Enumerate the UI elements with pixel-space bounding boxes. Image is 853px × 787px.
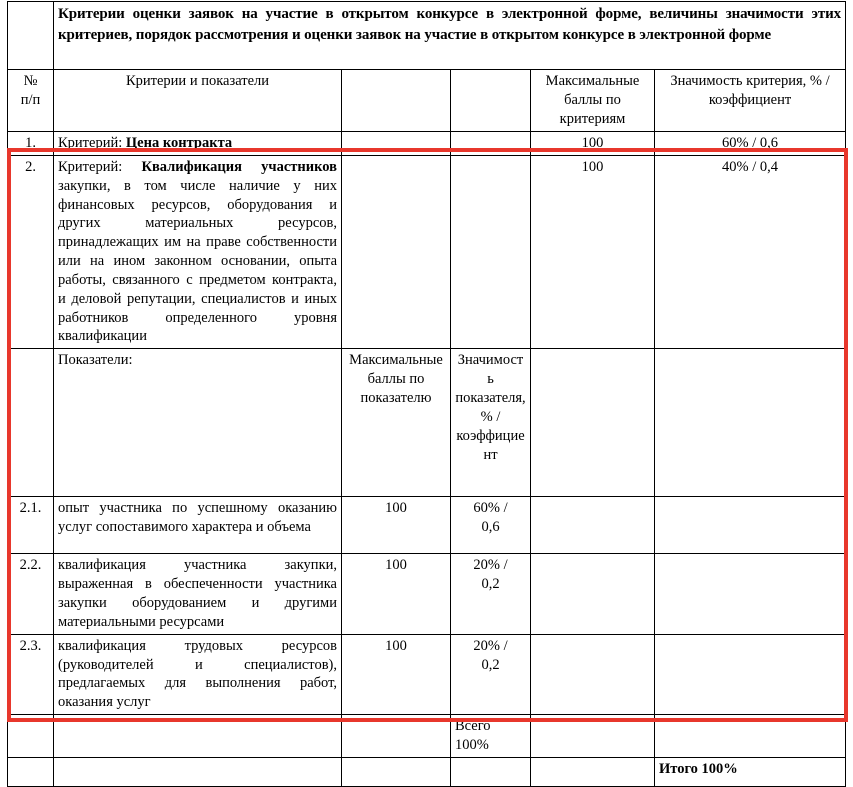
row-indicator-weight [451,155,531,348]
row-number: 2.2. [8,554,54,634]
row-indicator-name: квалификация трудовых ресурсов (руководителей и специалистов), предлагаемых для выполнения работ, оказания услуг [54,634,342,714]
table-row [8,497,846,554]
criterion-name-bold: Квалификация участников [141,158,337,175]
row-number: 1. [8,132,54,156]
row-max-criteria [531,554,655,634]
row-max-indicator: 100 [342,554,451,634]
table-row [8,554,846,634]
row-max-criteria [531,497,655,554]
row-max-indicator [342,132,451,156]
indicators-max-criteria [531,349,655,497]
row-criterion-weight [655,554,846,634]
criterion-name-rest: закупки, в том числе наличие у них финансовых ресурсов, оборудования и других материальных ресурсов, принадлежащих им на праве собственности или на ином законном основании, опыта работы, связанного с предметом контракта, и деловой репутации, специалистов и иных работников определенного уровня квалификации [58,177,337,345]
header-indicator-weight: Значимость показателя, % / коэффициент [451,349,531,497]
row-max-indicator: 100 [342,634,451,714]
header-max-points-by-criteria: Максимальные баллы по критериям [531,70,655,132]
row-indicator-name: квалификация участника закупки, выраженная в обеспеченности участника закупки оборудованием и другими материальными ресурсами [54,554,342,634]
subtotal-value: 100% [455,736,489,753]
row-criterion-weight: 60% / 0,6 [655,132,846,156]
grand-total-max-indicator [342,757,451,786]
row-indicator-weight [451,554,531,634]
grand-total-name [54,757,342,786]
header-max-points-by-indicator: Максимальные баллы по показателю [342,349,451,497]
indicator-weight-percent: 20% / [473,637,508,654]
document-title: Критерии оценки заявок на участие в открытом конкурсе в электронной форме, величины значимости этих критериев, порядок рассмотрения и оценки заявок на участие в открытом конкурсе в электронной форме [54,2,846,70]
header-blank-1 [342,70,451,132]
header-number-line1: № [23,73,38,89]
grand-total-row [8,757,846,786]
subtotal-label: Всего [455,718,491,735]
row-criterion-name [54,132,342,156]
table-row [8,634,846,714]
subtotal-row [8,715,846,758]
indicators-criterion-weight [655,349,846,497]
title-row-num-cell [8,2,54,70]
criterion-label: Критерий: [58,135,126,151]
table-title-row [8,2,846,70]
row-number: 2.3. [8,634,54,714]
row-number: 2.1. [8,497,54,554]
row-criterion-weight [655,497,846,554]
indicators-row-number [8,349,54,497]
criteria-evaluation-table [7,1,846,787]
header-number-line2: п/п [20,91,41,108]
indicator-weight-coefficient: 0,2 [481,656,500,673]
subtotal-max-indicator [342,715,451,758]
indicator-weight-coefficient: 0,6 [481,519,500,536]
row-indicator-weight [451,634,531,714]
criterion-name-bold: Цена контракта [125,135,233,151]
table-row [8,132,846,156]
row-max-criteria: 100 [531,155,655,348]
header-criterion-weight: Значимость критерия, % / коэффициент [655,70,846,132]
row-max-indicator [342,155,451,348]
table-header-row [8,70,846,132]
subtotal-criterion-weight [655,715,846,758]
row-number: 2. [8,155,54,348]
row-max-criteria [531,634,655,714]
row-criterion-name [54,155,342,348]
row-max-criteria: 100 [531,132,655,156]
criterion-label: Критерий: [58,158,142,175]
grand-total-max-criteria [531,757,655,786]
grand-total-number [8,757,54,786]
row-criterion-weight [655,634,846,714]
header-blank-2 [451,70,531,132]
row-indicator-weight [451,132,531,156]
row-indicator-weight [451,497,531,554]
indicators-label: Показатели: [54,349,342,497]
table-row [8,155,846,348]
indicator-weight-coefficient: 0,2 [481,576,500,593]
row-indicator-name: опыт участника по успешному оказанию услуг сопоставимого характера и объема [54,497,342,554]
grand-total-value: Итого 100% [655,757,846,786]
subtotal-max-criteria [531,715,655,758]
subtotal-name [54,715,342,758]
grand-total-indicator-weight [451,757,531,786]
indicators-header-row [8,349,846,497]
header-criteria-and-indicators: Критерии и показатели [54,70,342,132]
header-number-column [8,70,54,132]
row-criterion-weight: 40% / 0,4 [655,155,846,348]
subtotal-indicator-weight [451,715,531,758]
row-max-indicator: 100 [342,497,451,554]
subtotal-number [8,715,54,758]
indicator-weight-percent: 20% / [473,557,508,574]
indicator-weight-percent: 60% / [473,500,508,517]
